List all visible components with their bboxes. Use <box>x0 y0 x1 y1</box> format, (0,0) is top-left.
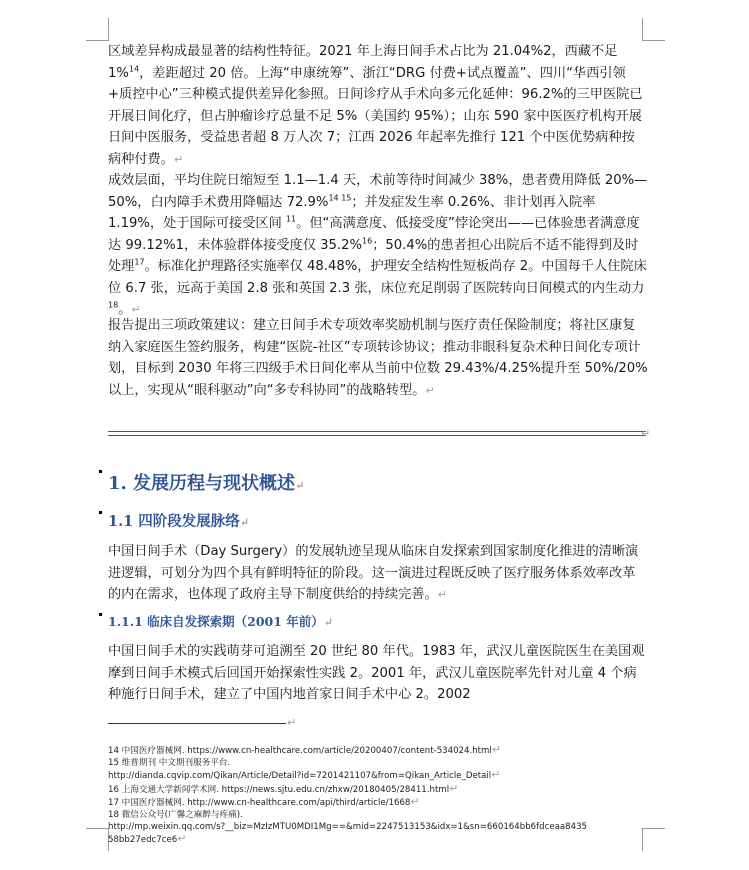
paragraph-regional-differences: 区域差异构成最显著的结构性特征。2021 年上海日间手术占比为 21.04%2，西藏不足 1%$^{14}$，差距超过 20 倍。上海“申康统筹”、浙江“DRG 付费+试点覆盖”、四川“华西引领+质控中心”三种模式提供差异化参照。日间诊疗从手术向多元化延伸：96.2%的三甲医院已开展日间化疗，但占肿瘤诊疗总量不足 5%（美国约 95%）；山东 590 家中医医疗机构开展日间中医服务，受益患者超 8 万人次 7；江西 2026 年起率先推行 121 个中医优势病种按病种付费。↵ <box>108 44 643 167</box>
page-corner-top-right <box>642 18 665 41</box>
paragraph-mark: ↵ <box>131 303 141 316</box>
footnote-line: 58bb27edc7ce6↵ <box>108 832 187 846</box>
footnote-line: 18 微信公众号(广馨之麻醉与疼痛). <box>108 809 243 820</box>
paragraph-mark: ↵ <box>287 716 297 729</box>
paragraph-mark: ↵ <box>173 152 184 166</box>
footnote-line: 15 维普期刊 中文期刊服务平台. <box>108 757 231 768</box>
heading-level-3: 1.1.1 临床自发探索期（2001 年前）↵ <box>108 614 334 629</box>
page-corner-bottom-left <box>86 828 109 851</box>
footnote-separator <box>108 723 286 724</box>
footnote-line: 16 上海交通大学新闻学术网. https://news.sjtu.edu.cn/zhxw/20180405/28411.html↵ <box>108 781 459 795</box>
paragraph-mark: ↵ <box>295 479 305 492</box>
heading-level-2: 1.1 四阶段发展脉络↵ <box>108 513 249 530</box>
heading-marker <box>99 511 102 514</box>
paragraph-policy-recommendations: 报告提出三项政策建议：建立日间手术专项效率奖励机制与医疗责任保险制度；将社区康复纳入家庭医生签约服务，构建“医院-社区”专项转诊协议；推动非眼科复杂术种日间化专项计划，目标到 2030 年将三四级手术日间化率从当前中位数 29.43%/4.25%提升至 50%/20%以上，实现从“眼科驱动”向“多专科协同”的战略转型。↵ <box>108 318 648 398</box>
heading-level-1: 1. 发展历程与现状概述↵ <box>108 473 305 494</box>
footnote-line: http://mp.weixin.qq.com/s?__biz=MzIzMTU0MDI1Mg==&mid=2247513153&idx=1&sn=660164bb6fdceaa8435 <box>108 821 588 832</box>
paragraph-outcomes: 成效层面，平均住院日缩短至 1.1—1.4 天，术前等待时间减少 38%，患者费用降低 20%—50%，白内障手术费用降幅达 72.9%$^{14 15}$；并发症发生率 0.26%、非计划再入院率 1.19%，处于国际可接受区间 $^{11}$。但“高满意度、低接受度”悖论突出——已体验患者满意度达 99.12%1，未体验群体接受度仅 35.2%$^{16}$；50.4%的患者担心出院后不适不能得到及时处理$^{17}$。标准化护理路径实施率仅 48.48%，护理安全结构性短板尚存 2。中国每千人住院床位 6.7 张，远高于美国 2.8 张和英国 2.3 张，床位充足削弱了医院转向日间模式的内生动力$^{18}$。↵ <box>108 173 648 317</box>
section-divider <box>108 431 646 436</box>
footnotes <box>108 744 648 847</box>
paragraph-mark: ↵ <box>239 516 249 529</box>
page-corner-top-left <box>86 18 109 41</box>
paragraph-section-intro: 中国日间手术（Day Surgery）的发展轨迹呈现从临床自发探索到国家制度化推进的清晰演进逻辑，可划分为四个具有鲜明特征的阶段。这一演进过程既反映了医疗服务体系效率改革的内在需求，也体现了政府主导下制度供给的持续完善。↵ <box>108 544 639 602</box>
paragraph-mark: ↵ <box>437 588 447 601</box>
footnote-line: 14 中国医疗器械网. https://www.cn-healthcare.com/article/20200407/content-534024.html↵ <box>108 743 502 756</box>
footnote-line: http://dianda.cqvip.com/Qikan/Article/Detail?id=7201421107&from=Qikan_Article_Detail↵ <box>108 768 501 782</box>
paragraph-clinical-exploration: 中国日间手术的实践萌芽可追溯至 20 世纪 80 年代。1983 年，武汉儿童医院医生在美国观摩到日间手术模式后回国开始探索性实践 2。2001 年，武汉儿童医院率先针对儿童 4 个病种施行日间手术，建立了中国内地首家日间手术中心 2。2002 <box>108 644 645 702</box>
footnote-line: 17 中国医疗器械网. http://www.cn-healthcare.com/api/third/article/1668↵ <box>108 795 420 809</box>
paragraph-mark: ↵ <box>641 427 651 440</box>
paragraph-mark: ↵ <box>323 616 334 629</box>
heading-marker <box>99 470 102 473</box>
heading-marker <box>99 613 102 616</box>
paragraph-mark: ↵ <box>425 383 435 397</box>
